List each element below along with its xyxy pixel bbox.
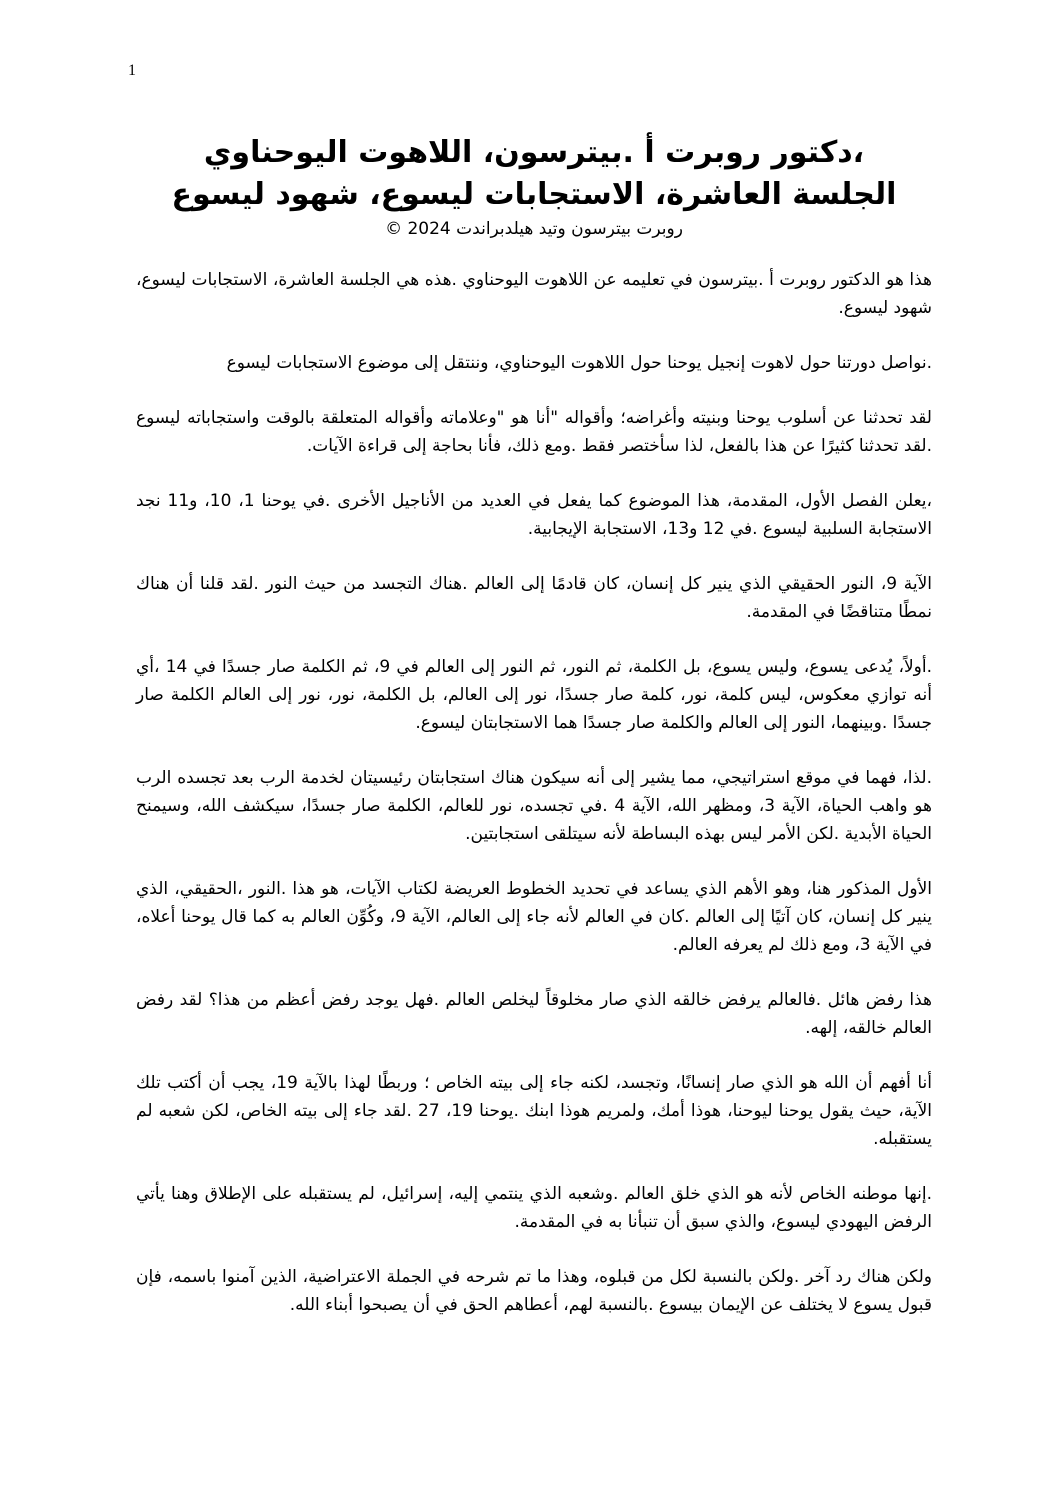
paragraph-9: هذا رفض هائل .فالعالم يرفض خالقه الذي صار مخلوقاً ليخلص العالم .فهل يوجد رفض أعظم من هذا؟ لقد رفض العالم خالقه، إلهه. xyxy=(136,990,932,1038)
paragraph-4: ،يعلن الفصل الأول، المقدمة، هذا الموضوع كما يفعل في العديد من الأناجيل الأخرى .في يوحنا 1، 10، و11 نجد الاستجابة السلبية ليسوع .في 12 و13، الاستجابة الإيجابية. xyxy=(136,491,933,539)
title-line-2: الجلسة العاشرة، الاستجابات ليسوع، شهود ليسوع xyxy=(171,177,897,212)
paragraph-3: لقد تحدثنا عن أسلوب يوحنا وبنيته وأغراضه؛ وأقواله "أنا هو "وعلاماته وأقواله المتعلقة بالوقت واستجاباته ليسوع .لقد تحدثنا كثيرًا عن هذا بالفعل، لذا سأختصر فقط .ومع ذلك، فأنا بحاجة إلى قراءة الآيات. xyxy=(136,408,932,456)
paragraph-2: .نواصل دورتنا حول لاهوت إنجيل يوحنا حول اللاهوت اليوحناوي، وننتقل إلى موضوع الاستجابات ليسوع xyxy=(226,353,932,373)
paragraph-12: ولكن هناك رد آخر .ولكن بالنسبة لكل من قبلوه، وهذا ما تم شرحه في الجملة الاعتراضية، الذين آمنوا باسمه، فإن قبول يسوع لا يختلف عن الإيمان بيسوع .بالنسبة لهم، أعطاهم الحق في أن يصبحوا أبناء الله. xyxy=(136,1267,932,1315)
paragraph-5: الآية 9، النور الحقيقي الذي ينير كل إنسان، كان قادمًا إلى العالم .هناك التجسد من حيث النور .لقد قلنا أن هناك نمطًا متناقضًا في المقدمة. xyxy=(136,574,933,622)
document-body xyxy=(136,132,932,1346)
paragraph-7: .لذا، فهما في موقع استراتيجي، مما يشير إلى أنه سيكون هناك استجابتان رئيسيتان لخدمة الرب بعد تجسده الرب هو واهب الحياة، الآية 3، ومظهر الله، الآية 4 .في تجسده، نور للعالم، الكلمة صار جسدًا، سيكشف الله، وسيمنح الحياة الأبدية .لكن الأمر ليس بهذه البساطة لأنه سيتلقى استجابتين. xyxy=(136,768,933,844)
paragraph-10: أنا أفهم أن الله هو الذي صار إنسانًا، وتجسد، لكنه جاء إلى بيته الخاص ؛ وربطًا لهذا بالآية 19، يجب أن أكتب تلك الآية، حيث يقول يوحنا ليوحنا، هوذا أمك، ولمريم هوذا ابنك .يوحنا 19، 27 .لقد جاء إلى بيته الخاص، لكن شعبه لم يستقبله. xyxy=(136,1073,933,1149)
paragraph-6: .أولاً، يُدعى يسوع، وليس يسوع، بل الكلمة، ثم النور، ثم النور إلى العالم في 9، ثم الكلمة صار جسدًا في 14 ،أي أنه توازي معكوس، ليس كلمة، نور، كلمة صار جسدًا، نور إلى العالم، بل الكلمة، نور، نور إلى العالم الكلمة صار جسدًا .وبينهما، النور إلى العالم والكلمة صار جسدًا هما الاستجابتان ليسوع. xyxy=(136,657,933,733)
page-number: 1 xyxy=(128,62,136,79)
paragraph-11: .إنها موطنه الخاص لأنه هو الذي خلق العالم .وشعبه الذي ينتمي إليه، إسرائيل، لم يستقبله على الإطلاق وهنا يأتي الرفض اليهودي ليسوع، والذي سبق أن تنبأنا به في المقدمة. xyxy=(136,1184,932,1232)
paragraph-8: الأول المذكور هنا، وهو الأهم الذي يساعد في تحديد الخطوط العريضة لكتاب الآيات، هو هذا .النور ،الحقيقي، الذي ينير كل إنسان، كان آتيًا إلى العالم .كان في العالم لأنه جاء إلى العالم، الآية 9، وكُوِّن العالم به كما قال يوحنا أعلاه، في الآية 3، ومع ذلك لم يعرفه العالم. xyxy=(136,879,932,955)
paragraph-1: هذا هو الدكتور روبرت أ .بيترسون في تعليمه عن اللاهوت اليوحناوي .هذه هي الجلسة العاشرة، الاستجابات ليسوع، شهود ليسوع. xyxy=(136,270,932,318)
title-line-1: ،دكتور روبرت أ .بيترسون، اللاهوت اليوحناوي xyxy=(203,135,865,170)
copyright-line: روبرت بيترسون وتيد هيلدبراندت 2024 © xyxy=(385,219,683,239)
